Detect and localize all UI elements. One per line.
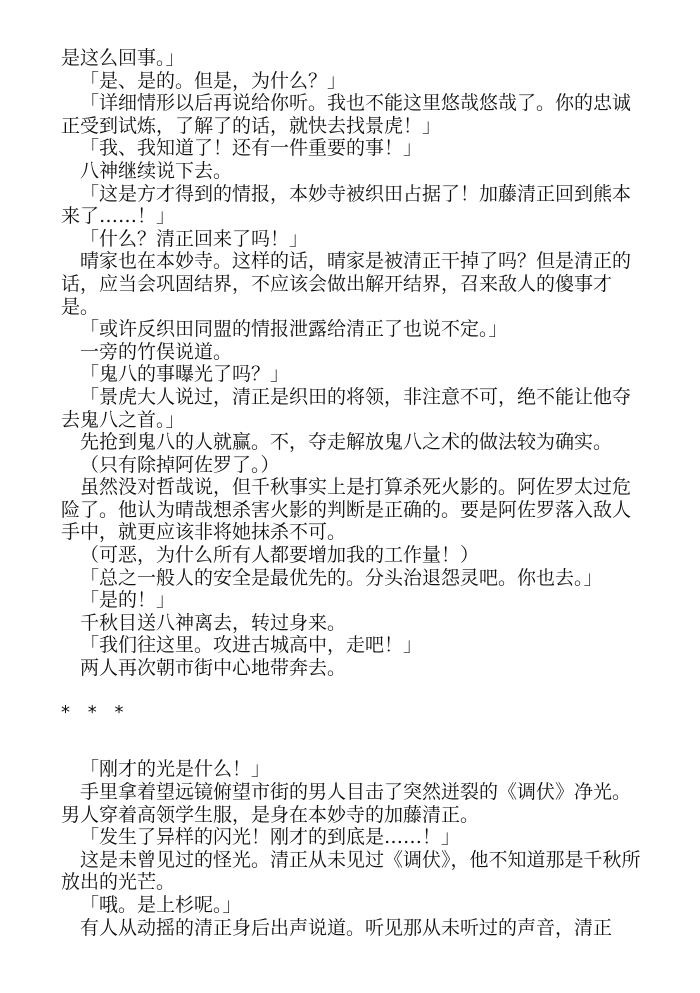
- paragraph: 一旁的竹俣说道。: [80, 340, 233, 363]
- paragraph: 「我、我知道了！还有一件重要的事！」: [80, 137, 423, 160]
- paragraph: 「什么？清正回来了吗！」: [80, 227, 309, 250]
- paragraph: （只有除掉阿佐罗了。）: [80, 453, 280, 476]
- paragraph: 手里拿着望远镜俯望市街的男人目击了突然迸裂的《调伏》净光。男人穿着高领学生服，是身在本妙寺的加藤清正。: [61, 781, 632, 826]
- paragraph: 「详细情形以后再说给你听。我也不能这里悠哉悠哉了。你的忠诚正受到试炼，了解了的话，就快去找景虎！」: [61, 92, 632, 137]
- paragraph: 「这是方才得到的情报，本妙寺被织田占据了！加藤清正回到熊本来了……！」: [61, 182, 632, 228]
- paragraph: 千秋目送八神离去，转过身来。: [80, 611, 347, 634]
- paragraph: 「是、是的。但是，为什么？」: [80, 69, 347, 92]
- document-page: [61, 47, 641, 939]
- paragraph: 先抢到鬼八的人就赢。不，夺走解放鬼八之术的做法较为确实。: [80, 431, 613, 454]
- paragraph: 「鬼八的事曝光了吗？」: [80, 363, 290, 386]
- paragraph: 「景虎大人说过，清正是织田的将领，非注意不可，绝不能让他夺去鬼八之首。」: [61, 385, 632, 431]
- paragraph: 「或许反织田同盟的情报泄露给清正了也说不定。」: [80, 318, 508, 341]
- spacer: [61, 680, 641, 703]
- paragraph: 「发生了异样的闪光！刚才的到底是……！」: [80, 826, 461, 849]
- text-block-part-1: [61, 47, 641, 680]
- spacer: [61, 725, 641, 748]
- spacer: [61, 747, 641, 758]
- paragraph: 「总之一般人的安全是最优先的。分头治退怨灵吧。你也去。」: [80, 566, 603, 589]
- paragraph: 「刚才的光是什么！」: [80, 758, 271, 781]
- paragraph: （可恶，为什么所有人都要增加我的工作量！）: [80, 544, 480, 567]
- paragraph: 「是的！」: [80, 589, 176, 612]
- paragraph: 是这么回事。」: [61, 47, 185, 69]
- scene-separator: * * *: [61, 702, 130, 724]
- paragraph: 这是未曾见过的怪光。清正从未见过《调伏》，他不知道那是千秋所放出的光芒。: [61, 848, 641, 894]
- paragraph: 有人从动摇的清正身后出声说道。听见那从未听过的声音，清正: [80, 916, 613, 939]
- paragraph: 八神继续说下去。: [80, 159, 233, 182]
- paragraph: 虽然没对哲哉说，但千秋事实上是打算杀死火影的。阿佐罗太过危险了。他认为晴哉想杀害火影的判断是正确的。要是阿佐罗落入敌人手中，就更应该非将她抹杀不可。: [61, 476, 632, 544]
- paragraph: 「我们往这里。攻进古城高中，走吧！」: [80, 634, 423, 657]
- text-block-part-2: [61, 758, 641, 939]
- paragraph: 「哦。是上杉呢。」: [80, 893, 242, 916]
- paragraph: 晴家也在本妙寺。这样的话，晴家是被清正干掉了吗？但是清正的话，应当会巩固结界，不应该会做出解开结界，召来敌人的傻事才是。: [61, 250, 632, 318]
- paragraph: 两人再次朝市街中心地带奔去。: [80, 657, 347, 680]
